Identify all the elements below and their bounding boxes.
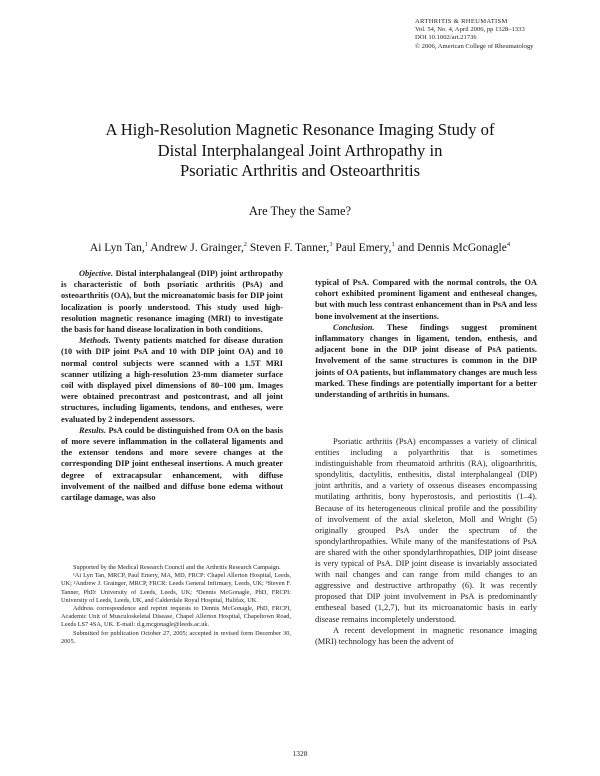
abstract-conclusion — [315, 322, 537, 400]
body-paragraph: Psoriatic arthritis (PsA) encompasses a variety of clinical entities including a polyarthritis that is sometimes indistinguishable from rheumatoid arthritis (RA), oligoarthritis, spondylitis, dactylitis, enthesitis, distal interphalangeal (DIP) joint arthritis, and a variety of osseous diseases encompassing mutilating arthritis, bony hyperostosis, and periostitis (1–4). Because of its heterogeneous clinical profile and the possibility of involvement of the axial skeleton, Moll and Wright (5) originally grouped PsA under the spectrum of the spondylarthropathies. While many of the manifestations of PsA are shared with the other spondylarthropathies, DIP joint disease is very typical of PsA. DIP joint disease is invariably associated with nail changes and can range from mild changes to an aggressive and destructive arthropathy (6). It was recently proposed that DIP joint involvement in PsA is predominantly entheseal based (1,2,7), but its microanatomic basis in early disease remains incompletely understood. — [315, 436, 537, 624]
abstract-results-continued: typical of PsA. Compared with the normal controls, the OA cohort exhibited prominent ligament and entheseal changes, but with much less contrast enhancement than in PsA and less bone involvement at the insertions. — [315, 278, 537, 321]
author-affiliation-sup: 2 — [243, 241, 247, 248]
journal-name: ARTHRITIS & RHEUMATISM — [415, 18, 508, 25]
author-affiliation-sup: 1 — [391, 241, 395, 248]
footnote-affiliations: ¹Ai Lyn Tan, MRCP, Paul Emery, MA, MD, FRCP: Chapel Allerton Hospital, Leeds, UK; ²Andrew J. Grainger, MRCP, FRCR: Leeds General Infirmary, Leeds, UK; ³Steven F. Tanner, PhD: University of Leeds, Leeds, UK; ⁴Dennis McGonagle, PhD, FRCPI: University of Leeds, Leeds, UK, and Calderdale Royal Hospital, Halifax, UK. — [61, 572, 291, 604]
abstract-results — [61, 425, 283, 503]
conclusion-label: Conclusion. — [333, 322, 375, 332]
methods-text: Twenty patients matched for disease duration (10 with DIP joint PsA and 10 with DIP joint OA) and 10 normal control subjects were scanned with a 1.5T MRI scanner utilizing a high-resolution 23-mm diameter surface coil with displayed pixel dimensions of 80–100 μm. Images were obtained precontrast and postcontrast, and all joint structures, including ligaments, tendons, and entheses, were evaluated by 2 independent assessors. — [61, 336, 283, 424]
article-title — [40, 120, 560, 182]
title-line-3: Psoriatic Arthritis and Osteoarthritis — [179, 161, 421, 180]
footnote-support: Supported by the Medical Research Council and the Arthritis Research Campaign. — [73, 564, 281, 571]
author-affiliation-sup: 4 — [506, 241, 511, 248]
footnote-correspondence: Address correspondence and reprint requests to Dennis McGonagle, PhD, FRCPI, Academic Unit of Musculoskeletal Disease, Chapel Allerton Hospital, Chapeltown Road, Leeds LS7 4SA, UK. E-mail: d.g.mcgonagle@leeds.ac.uk. — [61, 605, 291, 629]
author-list — [40, 241, 560, 254]
abstract-objective — [61, 268, 283, 335]
title-line-1: A High-Resolution Magnetic Resonance Imaging Study of — [105, 120, 495, 139]
body-paragraph: A recent development in magnetic resonance imaging (MRI) technology has been the advent of — [315, 624, 537, 646]
author-affiliation-sup: 3 — [329, 241, 333, 248]
journal-copyright: © 2006, American College of Rheumatology — [415, 42, 534, 50]
journal-volume: Vol. 54, No. 4, April 2006, pp 1328–1333 — [415, 26, 525, 34]
author-name: Ai Lyn Tan, — [89, 241, 145, 254]
results-text: PsA could be distinguished from OA on the basis of more severe inflammation in the collateral ligaments and the extensor tendons and more severe changes at the corresponding DIP joint entheseal insertions. A much greater degree of extracapsular enhancement, with diffuse involvement of the nailbed and diffuse bone edema without cartilage damage, was also — [61, 425, 283, 503]
author-affiliation-sup: 1 — [144, 241, 149, 248]
footnote-dates: Submitted for publication October 27, 2005; accepted in revised form December 30, 2005. — [61, 629, 291, 645]
journal-header — [415, 18, 595, 51]
objective-label: Objective. — [79, 269, 114, 278]
author-separator: and — [394, 241, 418, 254]
conclusion-text: These findings suggest prominent inflammatory changes in ligament, tendon, enthesis, and adjacent bone in the DIP joint disease of PsA patients. Involvement of the same structures is common in the DIP joints of OA patients, but inflammatory changes are much less marked. These findings are potentially important for a better understanding of arthritis in humans. — [315, 322, 537, 400]
author-name: Paul Emery, — [335, 241, 392, 254]
title-line-2: Distal Interphalangeal Joint Arthropathy in — [157, 140, 443, 160]
author-name: Steven F. Tanner, — [249, 241, 330, 254]
journal-doi: DOI 10.1002/art.21736 — [415, 34, 477, 42]
footnotes — [61, 564, 291, 646]
methods-label: Methods. — [79, 336, 111, 346]
author-name: Dennis McGonagle — [417, 241, 507, 254]
author-name: Andrew J. Grainger, — [150, 241, 244, 254]
objective-text: Distal interphalangeal (DIP) joint arthropathy is characteristic of both psoriatic arthritis (PsA) and osteoarthritis (OA), but the microanatomic basis for DIP joint localization is poorly understood. This study used high-resolution magnetic resonance imaging (MRI) to investigate the basis for hand disease localization in both conditions. — [61, 269, 283, 335]
abstract-left-column — [61, 268, 283, 503]
page-number: 1328 — [292, 749, 308, 758]
article-subtitle: Are They the Same? — [248, 204, 352, 218]
introduction-text — [315, 436, 537, 647]
results-label: Results. — [79, 425, 107, 435]
abstract-right-column — [315, 277, 537, 400]
abstract-methods — [61, 335, 283, 425]
